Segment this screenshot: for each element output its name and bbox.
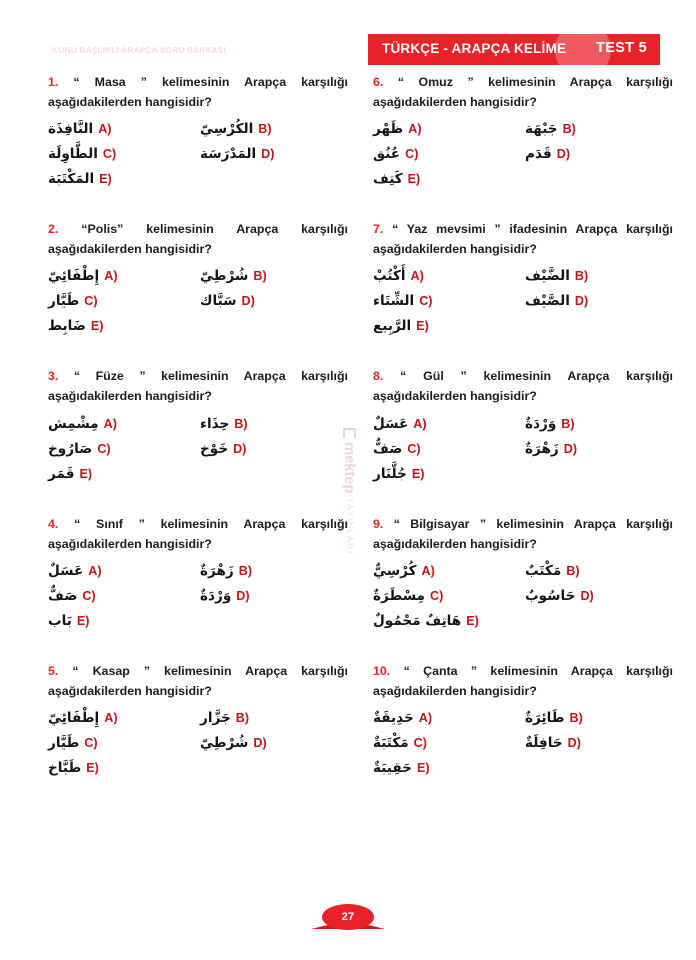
option-e[interactable] — [48, 318, 198, 336]
option-arabic-text: أَكْتُبْ — [373, 268, 406, 285]
option-arabic-text: شُرْطِيّ — [200, 268, 249, 285]
option-row — [373, 466, 673, 491]
option-arabic-text: زَهْرَةٌ — [200, 562, 234, 579]
option-arabic-text: وَرْدَةٌ — [200, 587, 232, 604]
option-letter-a: A) — [421, 563, 435, 578]
option-arabic-text: حَقِيبَةٌ — [373, 759, 412, 776]
question-block — [48, 219, 348, 343]
option-row — [48, 416, 348, 441]
option-letter-e: E) — [416, 760, 430, 775]
option-a[interactable] — [48, 563, 198, 581]
option-row — [373, 293, 673, 318]
option-arabic-text: مَكْتَبَةٌ — [373, 734, 409, 751]
option-arabic-text: الطَّاوِلَة — [48, 146, 98, 163]
question-block — [373, 514, 673, 638]
question-column-right — [373, 72, 673, 808]
option-c[interactable] — [48, 146, 198, 164]
option-arabic-text: قَدَم — [525, 146, 552, 163]
option-letter-c: C) — [407, 441, 421, 456]
option-arabic-text: زَهْرَةٌ — [525, 440, 559, 457]
option-row — [48, 171, 348, 196]
option-d[interactable] — [198, 735, 348, 753]
option-arabic-text: خَوْخ — [200, 440, 229, 457]
question-block — [373, 219, 673, 343]
option-d[interactable] — [198, 146, 348, 164]
option-row — [373, 735, 673, 760]
banner-subject-title: TÜRKÇE - ARAPÇA KELİME — [382, 41, 567, 56]
option-arabic-text: الكُرْسِيّ — [200, 121, 254, 138]
option-letter-d: D) — [233, 441, 247, 456]
question-number: 1. — [48, 75, 59, 89]
question-text — [373, 366, 673, 406]
option-letter-b: B) — [253, 269, 267, 284]
question-prompt: “ Masa ” kelimesinin Arapça karşılığı aşağıdakilerden hangisidir? — [48, 75, 348, 110]
option-letter-d: D) — [580, 588, 594, 603]
option-letter-c: C) — [84, 294, 98, 309]
option-row — [373, 441, 673, 466]
option-letter-c: C) — [102, 147, 117, 162]
option-row — [48, 588, 348, 613]
option-letter-b: B) — [569, 710, 583, 725]
option-row — [373, 563, 673, 588]
option-c[interactable] — [48, 588, 198, 606]
option-row — [48, 563, 348, 588]
option-arabic-text: الصَّيْف — [525, 293, 570, 310]
page-number-text: 27 — [341, 911, 355, 923]
option-letter-e: E) — [99, 172, 112, 187]
option-arabic-text: هَاتِفٌ مَحْمُولٌ — [373, 612, 462, 629]
option-arabic-text: المَدْرَسَة — [200, 146, 257, 163]
options-group — [373, 563, 673, 638]
option-letter-b: B) — [566, 563, 580, 578]
option-letter-d: D) — [567, 735, 581, 750]
option-row — [373, 171, 673, 196]
option-row — [373, 760, 673, 785]
question-text — [373, 514, 673, 554]
option-letter-e: E) — [79, 466, 93, 481]
question-prompt: “ Yaz mevsimi ” ifadesinin Arapça karşılığı aşağıdakilerden hangisidir? — [373, 222, 673, 257]
option-arabic-text: عُنُق — [373, 146, 401, 163]
question-block — [373, 661, 673, 785]
option-d[interactable] — [523, 588, 673, 606]
option-letter-b: B) — [234, 416, 248, 431]
option-e[interactable] — [48, 760, 198, 778]
option-b[interactable] — [198, 121, 348, 139]
question-number: 5. — [48, 663, 59, 678]
option-a[interactable] — [48, 268, 198, 286]
option-c[interactable] — [373, 735, 523, 753]
option-letter-a: A) — [103, 416, 117, 431]
page-footer — [0, 904, 696, 938]
option-letter-b: B) — [562, 122, 576, 137]
option-b[interactable] — [523, 563, 673, 581]
option-a[interactable] — [373, 416, 523, 434]
option-arabic-text: حَاسُوبٌ — [525, 587, 576, 604]
question-number: 3. — [48, 369, 59, 384]
option-c[interactable] — [373, 588, 523, 606]
option-arabic-text: عَسَلٌ — [373, 415, 409, 432]
option-row — [48, 121, 348, 146]
option-b[interactable] — [523, 416, 673, 434]
option-arabic-text: جُلَّنَار — [373, 465, 407, 482]
option-letter-e: E) — [86, 760, 99, 775]
option-letter-e: E) — [411, 466, 425, 481]
option-letter-a: A) — [104, 269, 118, 284]
option-arabic-text: الضَّيْف — [525, 268, 570, 285]
option-d[interactable] — [198, 441, 348, 459]
option-row — [48, 318, 348, 343]
option-row — [373, 588, 673, 613]
option-arabic-text: حَافِلَةٌ — [525, 734, 563, 751]
option-arabic-text: وَرْدَةٌ — [525, 415, 557, 432]
option-arabic-text: طَيَّار — [48, 293, 80, 310]
option-c[interactable] — [48, 735, 198, 753]
option-row — [48, 735, 348, 760]
option-letter-d: D) — [261, 147, 275, 162]
option-e[interactable] — [373, 760, 523, 778]
option-e[interactable] — [373, 318, 523, 336]
question-text — [373, 661, 673, 701]
option-row — [373, 613, 673, 638]
option-arabic-text: الشِّتَاء — [373, 293, 415, 310]
option-arabic-text: مِسْطَرَةٌ — [373, 587, 425, 604]
question-number: 6. — [373, 75, 384, 89]
option-row — [373, 268, 673, 293]
option-arabic-text: صَفٌّ — [373, 440, 403, 457]
option-arabic-text: كُرْسِيٌّ — [373, 562, 417, 579]
option-arabic-text: حِذَاء — [200, 415, 230, 432]
option-e[interactable] — [373, 466, 523, 484]
watermark-publisher-name: mektep — [341, 442, 359, 494]
option-arabic-text: بَاب — [48, 612, 72, 629]
option-letter-a: A) — [104, 710, 118, 725]
option-arabic-text: مَكْتَبٌ — [525, 562, 562, 579]
banner-test-number: TEST 5 — [596, 40, 647, 56]
question-number: 4. — [48, 516, 59, 531]
option-letter-a: A) — [410, 269, 424, 284]
option-letter-b: B) — [238, 563, 253, 578]
option-row — [48, 760, 348, 785]
option-c[interactable] — [48, 293, 198, 311]
option-arabic-text: صَارُوخ — [48, 440, 93, 457]
option-arabic-text: حَدِيقَةٌ — [373, 709, 414, 726]
option-letter-a: A) — [413, 416, 427, 431]
option-e[interactable] — [373, 613, 523, 631]
page-header — [0, 34, 696, 66]
question-prompt: “ Çanta ” kelimesinin Arapça karşılığı aşağıdakilerden hangisidir? — [373, 663, 673, 698]
option-a[interactable] — [373, 268, 523, 286]
option-letter-b: B) — [561, 416, 575, 431]
options-group — [48, 563, 348, 638]
option-arabic-text: النَّافِذَة — [48, 121, 94, 138]
option-c[interactable] — [48, 441, 198, 459]
question-number: 8. — [373, 369, 384, 384]
option-d[interactable] — [523, 735, 673, 753]
option-letter-a: A) — [418, 710, 433, 725]
options-group — [373, 268, 673, 343]
option-arabic-text: إِطْفَائِيّ — [48, 268, 100, 285]
question-prompt: “ Sınıf ” kelimesinin Arapça karşılığı aşağıdakilerden hangisidir? — [48, 516, 348, 551]
option-letter-a: A) — [88, 563, 102, 578]
question-block — [48, 366, 348, 490]
options-group — [48, 416, 348, 491]
option-b[interactable] — [198, 563, 348, 581]
option-row — [48, 293, 348, 318]
option-row — [373, 710, 673, 735]
question-text — [48, 514, 348, 554]
option-a[interactable] — [373, 710, 523, 728]
question-text — [48, 366, 348, 406]
question-block — [48, 514, 348, 638]
option-row — [48, 441, 348, 466]
question-text — [373, 219, 673, 259]
option-letter-b: B) — [258, 122, 272, 137]
option-letter-a: A) — [98, 122, 112, 137]
question-prompt: “ Kasap ” kelimesinin Arapça karşılığı aşağıdakilerden hangisidir? — [48, 663, 348, 698]
option-a[interactable] — [48, 416, 198, 434]
option-e[interactable] — [373, 171, 523, 189]
option-arabic-text: عَسَلٌ — [48, 562, 84, 579]
test-banner — [368, 34, 660, 65]
question-number: 2. — [48, 222, 59, 237]
watermark-publisher-sub: YAYINLARI — [345, 497, 355, 555]
option-c[interactable] — [373, 441, 523, 459]
options-group — [48, 710, 348, 785]
question-text — [48, 661, 348, 701]
option-row — [48, 268, 348, 293]
option-letter-c: C) — [82, 588, 96, 603]
option-arabic-text: كَتِف — [373, 171, 403, 188]
option-arabic-text: طَيَّار — [48, 734, 80, 751]
option-d[interactable] — [523, 293, 673, 311]
question-column-left — [48, 72, 348, 808]
option-a[interactable] — [48, 121, 198, 139]
option-e[interactable] — [48, 171, 198, 189]
option-letter-e: E) — [76, 613, 90, 628]
option-letter-e: E) — [416, 319, 429, 334]
running-head-text: KONU BAŞLIKLI ARAPÇA SORU BANKASI — [52, 46, 227, 55]
options-group — [373, 710, 673, 785]
question-block — [48, 661, 348, 785]
option-letter-c: C) — [413, 735, 427, 750]
question-prompt: “Polis” kelimesinin Arapça karşılığı aşağıdakilerden hangisidir? — [48, 222, 348, 257]
option-arabic-text: ظَهْر — [373, 121, 404, 138]
option-row — [48, 466, 348, 491]
question-block — [48, 72, 348, 196]
option-a[interactable] — [373, 563, 523, 581]
options-group — [373, 416, 673, 491]
option-b[interactable] — [198, 416, 348, 434]
option-arabic-text: المَكْتَبَة — [48, 171, 95, 188]
option-c[interactable] — [373, 293, 523, 311]
option-letter-d: D) — [236, 588, 250, 603]
option-letter-b: B) — [235, 710, 250, 725]
question-block — [373, 366, 673, 490]
option-letter-c: C) — [97, 441, 111, 456]
option-letter-d: D) — [563, 441, 578, 456]
option-arabic-text: قَمَر — [48, 465, 75, 482]
option-c[interactable] — [373, 146, 523, 164]
option-b[interactable] — [198, 268, 348, 286]
question-prompt: “ Gül ” kelimesinin Arapça karşılığı aşağıdakilerden hangisidir? — [373, 369, 673, 404]
option-letter-c: C) — [405, 147, 419, 162]
question-text — [373, 72, 673, 112]
option-arabic-text: إِطْفَائِيّ — [48, 709, 100, 726]
option-row — [373, 121, 673, 146]
option-row — [48, 613, 348, 638]
option-arabic-text: الرَّبِيع — [373, 318, 412, 335]
question-prompt: “ Füze ” kelimesinin Arapça karşılığı aşağıdakilerden hangisidir? — [48, 369, 348, 404]
question-prompt: “ Omuz ” kelimesinin Arapça karşılığı aşağıdakilerden hangisidir? — [373, 75, 673, 110]
option-arabic-text: مِشْمِش — [48, 415, 99, 432]
option-row — [373, 146, 673, 171]
option-letter-c: C) — [429, 588, 444, 603]
question-number: 7. — [373, 222, 384, 237]
option-b[interactable] — [523, 121, 673, 139]
option-letter-e: E) — [90, 319, 104, 334]
question-block — [373, 72, 673, 196]
option-arabic-text: طَبَّاخ — [48, 759, 82, 776]
option-letter-e: E) — [466, 613, 479, 628]
option-row — [373, 318, 673, 343]
option-arabic-text: جَزَّار — [200, 709, 231, 726]
option-d[interactable] — [198, 588, 348, 606]
option-d[interactable] — [523, 146, 673, 164]
option-e[interactable] — [48, 613, 198, 631]
option-b[interactable] — [523, 268, 673, 286]
options-group — [48, 121, 348, 196]
option-letter-a: A) — [408, 122, 422, 137]
option-letter-d: D) — [556, 147, 571, 162]
option-row — [373, 416, 673, 441]
option-arabic-text: جَبْهَة — [525, 121, 558, 138]
question-number: 9. — [373, 516, 384, 531]
option-row — [48, 710, 348, 735]
question-prompt: “ Bilgisayar ” kelimesinin Arapça karşılığı aşağıdakilerden hangisidir? — [373, 516, 673, 551]
option-d[interactable] — [198, 293, 348, 311]
option-arabic-text: طَائِرَةٌ — [525, 709, 565, 726]
option-letter-d: D) — [574, 294, 589, 309]
page-number-badge — [322, 904, 374, 930]
option-letter-b: B) — [574, 269, 589, 284]
option-letter-c: C) — [419, 294, 433, 309]
option-d[interactable] — [523, 441, 673, 459]
options-group — [373, 121, 673, 196]
option-arabic-text: صَفٌّ — [48, 587, 78, 604]
option-letter-d: D) — [253, 735, 267, 750]
option-row — [48, 146, 348, 171]
question-text — [48, 219, 348, 259]
option-e[interactable] — [48, 466, 198, 484]
option-a[interactable] — [373, 121, 523, 139]
option-arabic-text: سَبَّاك — [200, 293, 237, 310]
option-b[interactable] — [198, 710, 348, 728]
option-letter-e: E) — [407, 172, 421, 187]
options-group — [48, 268, 348, 343]
option-a[interactable] — [48, 710, 198, 728]
option-arabic-text: شُرْطِيّ — [200, 734, 249, 751]
option-b[interactable] — [523, 710, 673, 728]
option-letter-c: C) — [84, 735, 98, 750]
option-letter-d: D) — [241, 294, 255, 309]
question-number: 10. — [373, 663, 391, 678]
question-text — [48, 72, 348, 112]
option-arabic-text: ضَابِط — [48, 318, 86, 335]
